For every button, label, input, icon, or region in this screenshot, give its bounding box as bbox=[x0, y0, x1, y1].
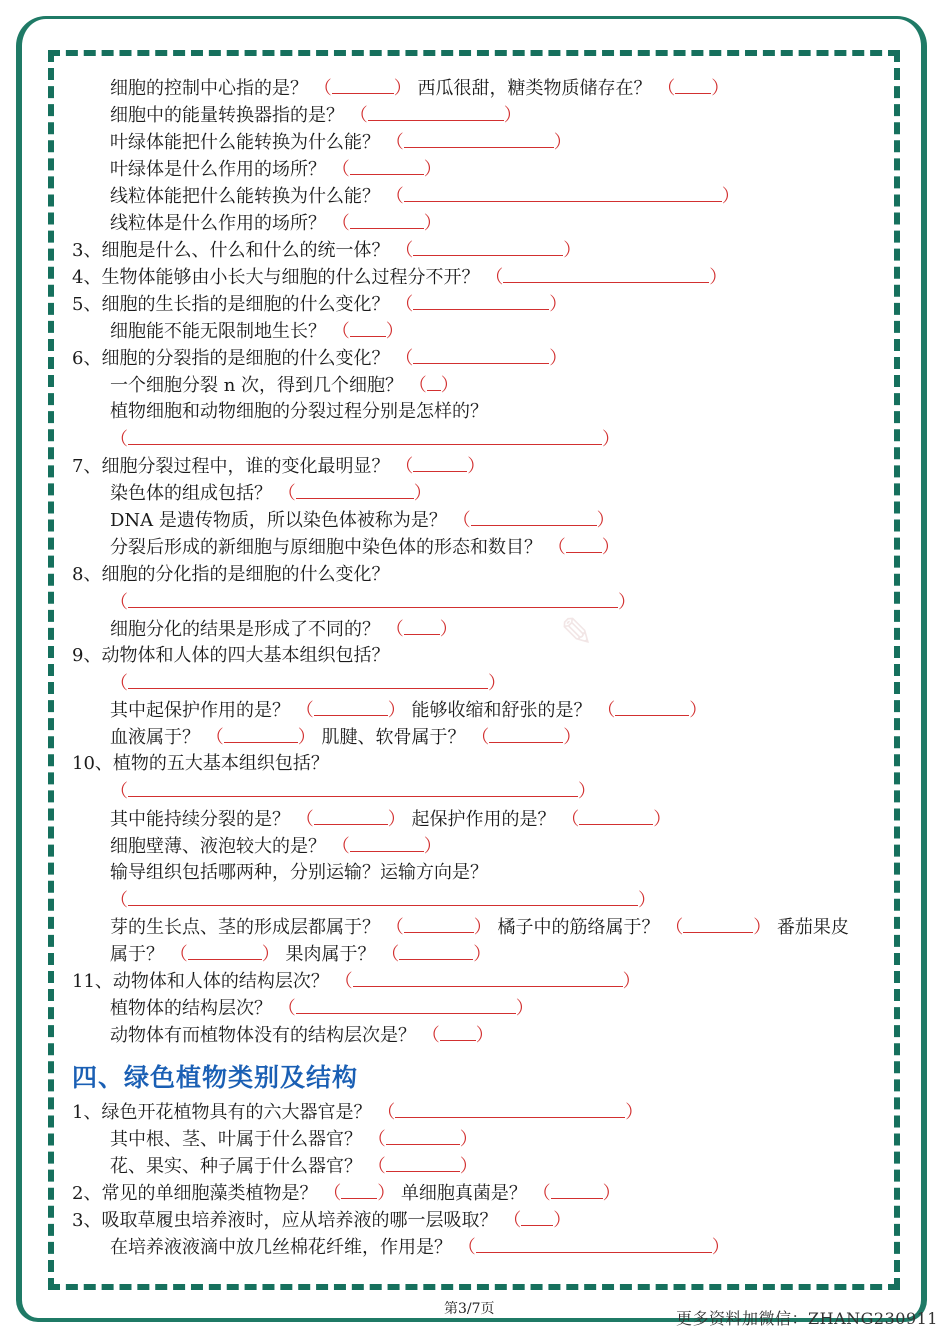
answer-blank[interactable] bbox=[399, 942, 473, 960]
answer-blank[interactable] bbox=[353, 969, 623, 987]
answer-line: （ ） bbox=[110, 890, 656, 911]
answer-line: （ ） bbox=[110, 429, 620, 450]
contact-text: 更多资料加微信：ZHANG230911 bbox=[676, 1309, 938, 1328]
answer-blank[interactable] bbox=[314, 807, 388, 825]
question-line: 10、植物的五大基本组织包括？ bbox=[72, 753, 329, 774]
question-line: 动物体有而植物体没有的结构层次是？ （ ） bbox=[110, 1025, 494, 1046]
answer-blank[interactable] bbox=[566, 535, 602, 553]
question-line: 细胞分化的结果是形成了不同的？ （ ） bbox=[110, 619, 458, 640]
faint-watermark-icon: ✎ bbox=[560, 610, 594, 656]
question-line: DNA 是遗传物质，所以染色体被称为是？ （ ） bbox=[110, 510, 615, 531]
answer-blank[interactable] bbox=[440, 1023, 476, 1041]
answer-blank[interactable] bbox=[296, 996, 516, 1014]
answer-blank[interactable] bbox=[521, 1208, 553, 1226]
answer-blank[interactable] bbox=[395, 1100, 625, 1118]
question-line: 9、动物体和人体的四大基本组织包括？ bbox=[72, 645, 390, 666]
answer-blank[interactable] bbox=[296, 481, 414, 499]
answer-blank[interactable] bbox=[128, 671, 488, 689]
question-line: 植物体的结构层次？ （ ） bbox=[110, 998, 534, 1019]
answer-blank[interactable] bbox=[413, 292, 549, 310]
question-line: 分裂后形成的新细胞与原细胞中染色体的形态和数目？ （ ） bbox=[110, 537, 620, 558]
answer-blank[interactable] bbox=[368, 103, 504, 121]
question-line: 8、细胞的分化指的是细胞的什么变化？ bbox=[72, 564, 390, 585]
answer-blank[interactable] bbox=[128, 590, 618, 608]
answer-blank[interactable] bbox=[386, 1127, 460, 1145]
answer-line: （ ） bbox=[110, 673, 506, 694]
answer-blank[interactable] bbox=[413, 346, 549, 364]
question-line: 细胞的控制中心指的是？ （ ） 西瓜很甜，糖类物质储存在？ （ ） bbox=[110, 78, 730, 99]
answer-blank[interactable] bbox=[427, 373, 441, 391]
question-line: 6、细胞的分裂指的是细胞的什么变化？ （ ） bbox=[72, 348, 568, 369]
answer-blank[interactable] bbox=[683, 915, 753, 933]
answer-blank[interactable] bbox=[471, 508, 597, 526]
question-line: 3、细胞是什么、什么和什么的统一体？ （ ） bbox=[72, 240, 582, 261]
answer-blank[interactable] bbox=[503, 265, 709, 283]
question-line: 1、绿色开花植物具有的六大器官是？ （ ） bbox=[72, 1102, 644, 1123]
question-line: 染色体的组成包括？ （ ） bbox=[110, 483, 432, 504]
question-line: 线粒体能把什么能转换为什么能？ （ ） bbox=[110, 186, 740, 207]
answer-blank[interactable] bbox=[404, 184, 722, 202]
answer-blank[interactable] bbox=[188, 942, 262, 960]
answer-line: （ ） bbox=[110, 781, 596, 802]
answer-blank[interactable] bbox=[413, 238, 563, 256]
answer-blank[interactable] bbox=[579, 807, 653, 825]
answer-blank[interactable] bbox=[128, 888, 638, 906]
question-line: 叶绿体是什么作用的场所？ （ ） bbox=[110, 159, 442, 180]
question-line: 7、细胞分裂过程中，谁的变化最明显？ （ ） bbox=[72, 456, 486, 477]
answer-blank[interactable] bbox=[404, 915, 474, 933]
answer-blank[interactable] bbox=[675, 76, 711, 94]
question-line: 花、果实、种子属于什么器官？ （ ） bbox=[110, 1156, 478, 1177]
answer-blank[interactable] bbox=[128, 779, 578, 797]
answer-blank[interactable] bbox=[128, 427, 602, 445]
question-line: 5、细胞的生长指的是细胞的什么变化？ （ ） bbox=[72, 294, 568, 315]
question-line: 芽的生长点、茎的形成层都属于？ （ ） 橘子中的筋络属于？ （ ） 番茄果皮 bbox=[110, 917, 849, 938]
question-line: 输导组织包括哪两种，分别运输？运输方向是？ bbox=[110, 862, 488, 883]
question-line: 2、常见的单细胞藻类植物是？ （ ） 单细胞真菌是？ （ ） bbox=[72, 1183, 621, 1204]
answer-blank[interactable] bbox=[314, 698, 388, 716]
question-line: 其中能持续分裂的是？ （ ） 起保护作用的是？ （ ） bbox=[110, 809, 672, 830]
answer-blank[interactable] bbox=[350, 157, 424, 175]
question-line: 其中根、茎、叶属于什么器官？ （ ） bbox=[110, 1129, 478, 1150]
question-line: 细胞壁薄、液泡较大的是？ （ ） bbox=[110, 836, 442, 857]
question-line: 细胞能不能无限制地生长？ （ ） bbox=[110, 321, 404, 342]
answer-blank[interactable] bbox=[386, 1154, 460, 1172]
question-line: 叶绿体能把什么能转换为什么能？ （ ） bbox=[110, 132, 572, 153]
answer-blank[interactable] bbox=[332, 76, 394, 94]
answer-blank[interactable] bbox=[341, 1181, 377, 1199]
question-line: 属于？ （ ） 果肉属于？ （ ） bbox=[110, 944, 492, 965]
answer-blank[interactable] bbox=[350, 319, 386, 337]
section-title: 四、绿色植物类别及结构 bbox=[72, 1063, 359, 1092]
answer-blank[interactable] bbox=[551, 1181, 603, 1199]
answer-blank[interactable] bbox=[224, 725, 298, 743]
answer-blank[interactable] bbox=[615, 698, 689, 716]
answer-line: （ ） bbox=[110, 592, 636, 613]
answer-blank[interactable] bbox=[350, 834, 424, 852]
answer-blank[interactable] bbox=[404, 130, 554, 148]
question-line: 细胞中的能量转换器指的是？ （ ） bbox=[110, 105, 522, 126]
question-line: 在培养液液滴中放几丝棉花纤维，作用是？ （ ） bbox=[110, 1237, 730, 1258]
answer-blank[interactable] bbox=[476, 1235, 712, 1253]
answer-blank[interactable] bbox=[350, 211, 424, 229]
answer-blank[interactable] bbox=[489, 725, 563, 743]
question-line: 3、吸取草履虫培养液时，应从培养液的哪一层吸取？ （ ） bbox=[72, 1210, 572, 1231]
question-line: 一个细胞分裂 n 次，得到几个细胞？ （ ） bbox=[110, 375, 459, 396]
question-line: 4、生物体能够由小长大与细胞的什么过程分不开？ （ ） bbox=[72, 267, 728, 288]
answer-blank[interactable] bbox=[413, 454, 467, 472]
question-line: 血液属于？ （ ） 肌腱、软骨属于？ （ ） bbox=[110, 727, 582, 748]
page-number: 第3/7页 bbox=[444, 1301, 495, 1317]
question-line: 其中起保护作用的是？ （ ） 能够收缩和舒张的是？ （ ） bbox=[110, 700, 708, 721]
answer-blank[interactable] bbox=[404, 617, 440, 635]
question-line: 11、动物体和人体的结构层次？ （ ） bbox=[72, 971, 641, 992]
question-line: 线粒体是什么作用的场所？ （ ） bbox=[110, 213, 442, 234]
question-line: 植物细胞和动物细胞的分裂过程分别是怎样的？ bbox=[110, 401, 488, 422]
